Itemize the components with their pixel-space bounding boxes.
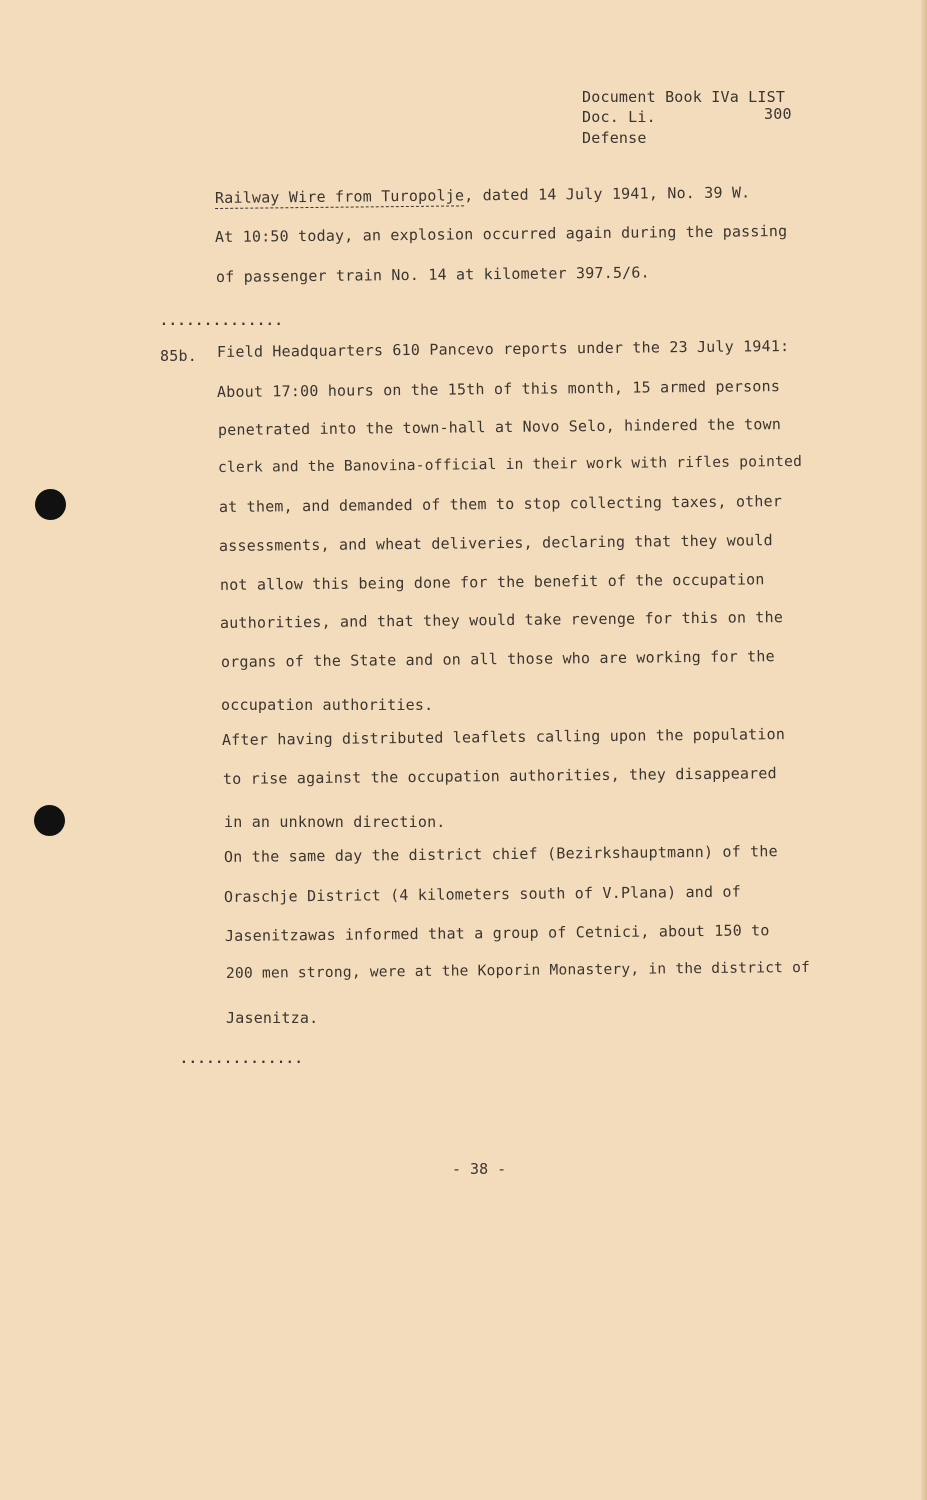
separator-dots-1: .............. [160,314,284,329]
body-line: to rise against the occupation authorities, they disappeared [222,764,777,788]
body-line: in an unknown direction. [224,813,446,831]
header-document-book: Document Book IVa LIST [582,88,786,106]
body-line: organs of the State and on all those who are working for the [220,647,775,671]
body-line: About 17:00 hours on the 15th of this month, 15 armed persons [216,377,781,401]
heading-underlined-text: Railway Wire from Turopolje [214,186,465,207]
section1-line-1: At 10:50 today, an explosion occurred again during the passing [214,222,788,246]
punch-hole-bottom [34,805,65,836]
body-line: occupation authorities. [221,696,434,714]
body-line: Jasenitzawas informed that a group of Cetnici, about 150 to [224,921,770,945]
body-line: at them, and demanded of them to stop collecting taxes, other [218,492,783,516]
paragraph-label-85b: 85b. [160,347,197,365]
page-edge [921,0,927,1500]
body-line: On the same day the district chief (Bezirkshauptmann) of the [223,842,778,866]
body-line: Oraschje District (4 kilometers south of V.Plana) and of [223,882,742,906]
section1-line-2: of passenger train No. 14 at kilometer 397.5/6. [215,263,650,286]
body-line: clerk and the Banovina-official in their work with rifles pointed [217,452,803,476]
body-line: not allow this being done for the benefit of the occupation [219,570,765,594]
header-doc-ref [582,105,792,126]
header-doc-label: Doc. Li. [582,108,656,126]
body-line: 200 men strong, were at the Koporin Monastery, in the district of [225,958,811,982]
body-line: After having distributed leaflets calling upon the population [221,725,786,749]
body-line: penetrated into the town-hall at Novo Selo, hindered the town [217,415,782,439]
page-number: - 38 - [452,1160,507,1178]
body-line: Jasenitza. [226,1009,319,1027]
railway-wire-heading [215,183,751,207]
body-line: assessments, and wheat deliveries, declaring that they would [218,531,773,555]
heading-rest-text: , dated 14 July 1941, No. 39 W. [464,183,751,205]
header-defense: Defense [582,129,647,147]
body-line: Field Headquarters 610 Pancevo reports under the 23 July 1941: [216,337,790,361]
punch-hole-top [35,489,66,520]
body-line: authorities, and that they would take revenge for this on the [219,608,784,632]
separator-dots-2: .............. [180,1052,304,1067]
header-doc-number: 300 [764,105,792,123]
